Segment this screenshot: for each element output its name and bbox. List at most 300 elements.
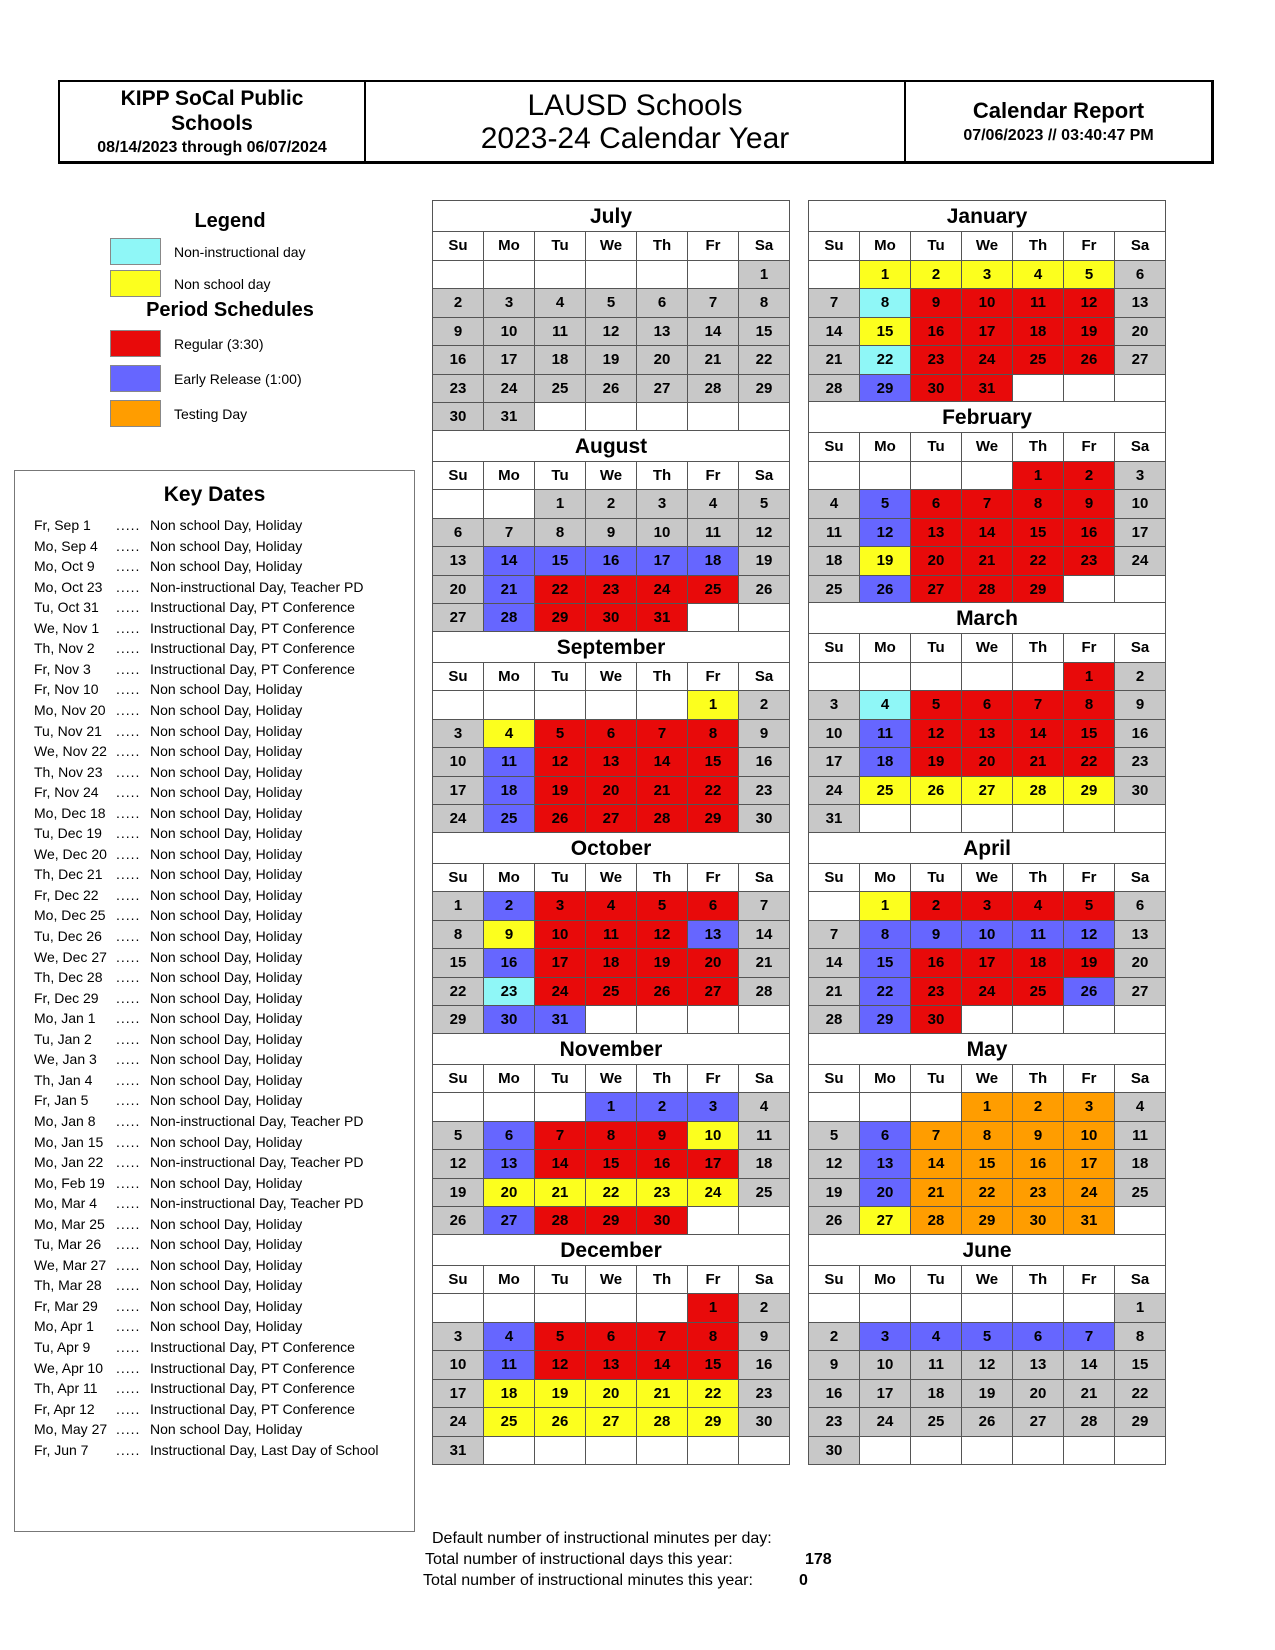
day-cell-early-release: 15 xyxy=(860,949,911,978)
key-date-dots: ..... xyxy=(116,1030,141,1047)
key-date-row xyxy=(15,1318,415,1339)
day-cell-early-release: 13 xyxy=(688,921,739,950)
day-cell-regular: 30 xyxy=(911,1006,962,1035)
key-date-row xyxy=(15,1051,415,1072)
day-cell-default: 22 xyxy=(1115,1380,1166,1409)
key-date-row xyxy=(15,1134,415,1155)
empty-cell xyxy=(1064,1294,1115,1323)
day-cell-early-release: 6 xyxy=(1013,1323,1064,1352)
day-cell-non-school: 5 xyxy=(1064,261,1115,290)
day-cell-default: 16 xyxy=(739,748,790,777)
key-date-date: Mo, Nov 20 xyxy=(34,701,106,718)
date-range: 08/14/2023 through 06/07/2024 xyxy=(97,139,327,156)
day-cell-regular: 18 xyxy=(1013,949,1064,978)
key-date-dots: ..... xyxy=(116,537,141,554)
weekday-header: Sa xyxy=(1115,864,1166,893)
key-date-dots: ..... xyxy=(116,804,141,821)
empty-cell xyxy=(1064,805,1115,834)
month-title: January xyxy=(808,200,1166,231)
month-grid xyxy=(432,863,790,1035)
key-date-description: Non school Day, Holiday xyxy=(150,537,303,554)
day-cell-default: 21 xyxy=(809,978,860,1007)
day-cell-early-release: 1 xyxy=(586,1093,637,1122)
day-cell-default: 26 xyxy=(739,576,790,605)
month-title: November xyxy=(432,1033,790,1064)
day-cell-default: 1 xyxy=(535,490,586,519)
key-date-date: Mo, Feb 19 xyxy=(34,1174,105,1191)
weekday-header: Fr xyxy=(688,1266,739,1295)
key-date-date: We, Mar 27 xyxy=(34,1256,107,1273)
key-date-dots: ..... xyxy=(116,701,141,718)
key-date-row xyxy=(15,907,415,928)
day-cell-testing: 29 xyxy=(962,1207,1013,1236)
instructional-minutes-value: 0 xyxy=(799,1572,808,1589)
empty-cell xyxy=(688,261,739,290)
empty-cell xyxy=(433,691,484,720)
day-cell-non-school: 29 xyxy=(688,1408,739,1437)
key-date-description: Non school Day, Holiday xyxy=(150,1051,303,1068)
month-grid xyxy=(432,1064,790,1236)
day-cell-regular: 19 xyxy=(1064,318,1115,347)
empty-cell xyxy=(860,805,911,834)
day-cell-default: 27 xyxy=(637,375,688,404)
month-calendar-october xyxy=(432,832,790,1035)
key-date-date: Mo, Mar 25 xyxy=(34,1215,105,1232)
key-date-description: Non school Day, Holiday xyxy=(150,1174,303,1191)
weekday-header: Tu xyxy=(535,663,586,692)
day-cell-default: 26 xyxy=(586,375,637,404)
key-date-date: Mo, Dec 18 xyxy=(34,804,106,821)
day-cell-non-school: 1 xyxy=(688,691,739,720)
day-cell-regular: 11 xyxy=(586,921,637,950)
day-cell-default: 23 xyxy=(739,777,790,806)
day-cell-early-release: 31 xyxy=(535,1006,586,1035)
day-cell-default: 25 xyxy=(911,1408,962,1437)
day-cell-testing: 23 xyxy=(1013,1179,1064,1208)
weekday-header: Th xyxy=(637,663,688,692)
key-date-dots: ..... xyxy=(116,743,141,760)
school-name-line2: Schools xyxy=(171,112,253,135)
empty-cell xyxy=(535,261,586,290)
day-cell-default: 27 xyxy=(433,604,484,633)
day-cell-default: 8 xyxy=(433,921,484,950)
instructional-minutes-line xyxy=(380,1570,880,1591)
weekday-header: Th xyxy=(1013,232,1064,261)
weekday-header: We xyxy=(586,864,637,893)
day-cell-default: 23 xyxy=(739,1380,790,1409)
empty-cell xyxy=(535,691,586,720)
weekday-header: Tu xyxy=(911,864,962,893)
title-line1: LAUSD Schools xyxy=(527,88,743,122)
key-date-date: Th, Dec 28 xyxy=(34,969,103,986)
empty-cell xyxy=(433,490,484,519)
key-date-row xyxy=(15,1380,415,1401)
day-cell-regular: 23 xyxy=(911,978,962,1007)
day-cell-default: 6 xyxy=(1115,261,1166,290)
day-cell-default: 28 xyxy=(1064,1408,1115,1437)
key-date-description: Instructional Day, PT Conference xyxy=(150,1400,355,1417)
day-cell-non-school: 26 xyxy=(535,1408,586,1437)
day-cell-early-release: 3 xyxy=(688,1093,739,1122)
empty-cell xyxy=(962,462,1013,491)
calendar-title xyxy=(366,82,906,161)
day-cell-default: 11 xyxy=(739,1122,790,1151)
weekday-header: Tu xyxy=(535,462,586,491)
key-date-date: We, Nov 22 xyxy=(34,743,107,760)
day-cell-default: 4 xyxy=(688,490,739,519)
day-cell-default: 10 xyxy=(860,1351,911,1380)
day-cell-early-release: 12 xyxy=(860,519,911,548)
legend-label-regular: Regular (3:30) xyxy=(174,336,264,352)
day-cell-early-release: 14 xyxy=(484,547,535,576)
day-cell-early-release: 4 xyxy=(484,1323,535,1352)
day-cell-default: 9 xyxy=(433,318,484,347)
day-cell-non-school: 26 xyxy=(911,777,962,806)
empty-cell xyxy=(586,403,637,432)
day-cell-regular: 27 xyxy=(911,576,962,605)
key-date-row xyxy=(15,1401,415,1422)
day-cell-testing: 16 xyxy=(1013,1150,1064,1179)
day-cell-non-school: 1 xyxy=(860,892,911,921)
month-grid xyxy=(808,633,1166,834)
day-cell-regular: 26 xyxy=(637,978,688,1007)
day-cell-testing: 3 xyxy=(1064,1093,1115,1122)
day-cell-regular: 25 xyxy=(1013,978,1064,1007)
key-dates-title: Key Dates xyxy=(163,483,266,506)
day-cell-regular: 5 xyxy=(535,720,586,749)
day-cell-early-release: 12 xyxy=(1064,921,1115,950)
weekday-header: Fr xyxy=(688,232,739,261)
month-title: September xyxy=(432,631,790,662)
day-cell-regular: 16 xyxy=(911,318,962,347)
day-cell-early-release: 16 xyxy=(586,547,637,576)
day-cell-regular: 8 xyxy=(1064,691,1115,720)
day-cell-default: 13 xyxy=(1115,921,1166,950)
key-date-row xyxy=(15,1360,415,1381)
empty-cell xyxy=(484,1093,535,1122)
weekday-header: We xyxy=(586,663,637,692)
day-cell-default: 25 xyxy=(1115,1179,1166,1208)
day-cell-testing: 28 xyxy=(911,1207,962,1236)
day-cell-early-release: 11 xyxy=(484,748,535,777)
school-name-line1: KIPP SoCal Public xyxy=(120,87,304,110)
key-date-dots: ..... xyxy=(116,1133,141,1150)
empty-cell xyxy=(484,490,535,519)
key-date-dots: ..... xyxy=(116,784,141,801)
weekday-header: Sa xyxy=(739,663,790,692)
weekday-header: Mo xyxy=(484,462,535,491)
day-cell-regular: 19 xyxy=(1064,949,1115,978)
key-date-row xyxy=(15,1092,415,1113)
day-cell-default: 21 xyxy=(688,346,739,375)
weekday-header: Th xyxy=(637,1065,688,1094)
day-cell-early-release: 11 xyxy=(860,720,911,749)
day-cell-default: 13 xyxy=(433,547,484,576)
empty-cell xyxy=(1013,1294,1064,1323)
key-date-row xyxy=(15,702,415,723)
month-title: December xyxy=(432,1234,790,1265)
empty-cell xyxy=(860,663,911,692)
key-date-row xyxy=(15,1442,415,1463)
key-date-date: Mo, Mar 4 xyxy=(34,1195,98,1212)
weekday-header: Tu xyxy=(911,433,962,462)
empty-cell xyxy=(637,261,688,290)
day-cell-default: 25 xyxy=(739,1179,790,1208)
day-cell-default: 1 xyxy=(739,261,790,290)
key-date-description: Non school Day, Holiday xyxy=(150,1071,303,1088)
key-date-row xyxy=(15,1154,415,1175)
key-date-row xyxy=(15,1257,415,1278)
day-cell-non-school: 28 xyxy=(1013,777,1064,806)
day-cell-default: 28 xyxy=(739,978,790,1007)
day-cell-regular: 29 xyxy=(1013,576,1064,605)
day-cell-regular: 19 xyxy=(637,949,688,978)
day-cell-default: 30 xyxy=(1115,777,1166,806)
day-cell-default: 24 xyxy=(433,805,484,834)
key-date-dots: ..... xyxy=(116,866,141,883)
key-date-description: Instructional Day, PT Conference xyxy=(150,640,355,657)
empty-cell xyxy=(1013,375,1064,404)
day-cell-default: 16 xyxy=(433,346,484,375)
day-cell-default: 18 xyxy=(911,1380,962,1409)
empty-cell xyxy=(586,261,637,290)
key-date-row xyxy=(15,599,415,620)
day-cell-regular: 1 xyxy=(688,1294,739,1323)
weekday-header: Th xyxy=(1013,433,1064,462)
day-cell-early-release: 16 xyxy=(484,949,535,978)
day-cell-default: 6 xyxy=(433,519,484,548)
key-date-dots: ..... xyxy=(116,1051,141,1068)
key-date-dots: ..... xyxy=(116,948,141,965)
key-date-description: Non-instructional Day, Teacher PD xyxy=(150,578,364,595)
key-date-row xyxy=(15,723,415,744)
day-cell-early-release: 9 xyxy=(911,921,962,950)
day-cell-early-release: 18 xyxy=(688,547,739,576)
key-date-description: Non school Day, Holiday xyxy=(150,1215,303,1232)
day-cell-default: 24 xyxy=(1115,547,1166,576)
key-date-date: Fr, Nov 10 xyxy=(34,681,99,698)
weekday-header: Mo xyxy=(484,1065,535,1094)
day-cell-default: 12 xyxy=(809,1150,860,1179)
month-calendar-december xyxy=(432,1234,790,1466)
instructional-days-value: 178 xyxy=(805,1551,832,1568)
day-cell-early-release: 22 xyxy=(860,978,911,1007)
day-cell-default: 15 xyxy=(433,949,484,978)
day-cell-regular: 6 xyxy=(962,691,1013,720)
day-cell-non-instructional: 23 xyxy=(484,978,535,1007)
day-cell-default: 26 xyxy=(962,1408,1013,1437)
day-cell-default: 19 xyxy=(739,547,790,576)
day-cell-non-school: 20 xyxy=(586,1380,637,1409)
day-cell-regular: 13 xyxy=(962,720,1013,749)
day-cell-default: 31 xyxy=(809,805,860,834)
key-date-row xyxy=(15,640,415,661)
weekday-header: Sa xyxy=(1115,1065,1166,1094)
empty-cell xyxy=(809,462,860,491)
key-date-dots: ..... xyxy=(116,1400,141,1417)
day-cell-regular: 12 xyxy=(535,748,586,777)
day-cell-default: 20 xyxy=(1115,318,1166,347)
day-cell-regular: 15 xyxy=(586,1150,637,1179)
key-date-description: Non school Day, Holiday xyxy=(150,681,303,698)
day-cell-default: 31 xyxy=(484,403,535,432)
key-date-row xyxy=(15,681,415,702)
weekday-header: Mo xyxy=(484,864,535,893)
day-cell-regular: 24 xyxy=(535,978,586,1007)
totals-footer xyxy=(380,1528,880,1591)
day-cell-default: 17 xyxy=(433,777,484,806)
key-date-date: Th, Apr 11 xyxy=(34,1380,98,1397)
day-cell-default: 19 xyxy=(809,1179,860,1208)
weekday-header: Mo xyxy=(860,433,911,462)
day-cell-default: 25 xyxy=(535,375,586,404)
key-date-date: Fr, Dec 29 xyxy=(34,989,99,1006)
day-cell-regular: 21 xyxy=(1013,748,1064,777)
empty-cell xyxy=(1115,576,1166,605)
day-cell-regular: 24 xyxy=(637,576,688,605)
key-date-description: Non school Day, Holiday xyxy=(150,969,303,986)
empty-cell xyxy=(860,1093,911,1122)
day-cell-regular: 17 xyxy=(962,949,1013,978)
minutes-per-day-line xyxy=(380,1528,880,1549)
weekday-header: Fr xyxy=(688,462,739,491)
day-cell-non-school: 18 xyxy=(484,1380,535,1409)
day-cell-default: 31 xyxy=(433,1437,484,1466)
empty-cell xyxy=(535,1093,586,1122)
report-header xyxy=(58,80,1214,164)
day-cell-non-school: 25 xyxy=(484,1408,535,1437)
key-date-dots: ..... xyxy=(116,1277,141,1294)
day-cell-regular: 8 xyxy=(1013,490,1064,519)
key-date-date: Tu, Nov 21 xyxy=(34,722,102,739)
empty-cell xyxy=(637,1294,688,1323)
empty-cell xyxy=(637,403,688,432)
month-grid xyxy=(808,1064,1166,1236)
day-cell-default: 18 xyxy=(535,346,586,375)
day-cell-default: 5 xyxy=(809,1122,860,1151)
month-grid xyxy=(808,231,1166,403)
day-cell-default: 3 xyxy=(1115,462,1166,491)
report-title: Calendar Report xyxy=(972,98,1145,123)
day-cell-regular: 6 xyxy=(586,1323,637,1352)
day-cell-early-release: 13 xyxy=(484,1150,535,1179)
day-cell-default: 25 xyxy=(809,576,860,605)
day-cell-default: 10 xyxy=(1115,490,1166,519)
instructional-minutes-label: Total number of instructional minutes this year: xyxy=(423,1572,753,1589)
day-cell-non-school: 19 xyxy=(860,547,911,576)
day-cell-early-release: 27 xyxy=(484,1207,535,1236)
key-date-date: We, Dec 20 xyxy=(34,845,107,862)
day-cell-default: 7 xyxy=(809,289,860,318)
weekday-header: Su xyxy=(809,864,860,893)
weekday-header: Tu xyxy=(911,1065,962,1094)
day-cell-default: 18 xyxy=(809,547,860,576)
empty-cell xyxy=(1115,1437,1166,1466)
key-date-row xyxy=(15,825,415,846)
key-date-dots: ..... xyxy=(116,660,141,677)
day-cell-default: 13 xyxy=(1115,289,1166,318)
day-cell-default: 10 xyxy=(484,318,535,347)
day-cell-early-release: 6 xyxy=(860,1122,911,1151)
day-cell-default: 7 xyxy=(809,921,860,950)
day-cell-early-release: 30 xyxy=(484,1006,535,1035)
day-cell-default: 24 xyxy=(860,1408,911,1437)
key-date-dots: ..... xyxy=(116,886,141,903)
day-cell-regular: 5 xyxy=(1064,892,1115,921)
weekday-header: Su xyxy=(809,634,860,663)
day-cell-default: 20 xyxy=(637,346,688,375)
day-cell-default: 20 xyxy=(433,576,484,605)
day-cell-non-school: 4 xyxy=(1013,261,1064,290)
day-cell-non-school: 15 xyxy=(860,318,911,347)
empty-cell xyxy=(586,1294,637,1323)
day-cell-default: 20 xyxy=(1115,949,1166,978)
key-date-dots: ..... xyxy=(116,1215,141,1232)
day-cell-default: 24 xyxy=(433,1408,484,1437)
empty-cell xyxy=(1115,1006,1166,1035)
key-date-description: Non-instructional Day, Teacher PD xyxy=(150,1154,364,1171)
day-cell-default: 7 xyxy=(688,289,739,318)
weekday-header: Tu xyxy=(535,864,586,893)
key-dates-panel xyxy=(14,470,415,1532)
empty-cell xyxy=(484,1294,535,1323)
day-cell-regular: 30 xyxy=(911,375,962,404)
month-title: April xyxy=(808,832,1166,863)
day-cell-early-release: 21 xyxy=(484,576,535,605)
key-date-date: Fr, Mar 29 xyxy=(34,1297,98,1314)
key-date-date: Mo, Dec 25 xyxy=(34,907,106,924)
day-cell-default: 12 xyxy=(962,1351,1013,1380)
day-cell-regular: 6 xyxy=(688,892,739,921)
day-cell-regular: 23 xyxy=(911,346,962,375)
weekday-header: Tu xyxy=(535,1266,586,1295)
key-date-date: Tu, Oct 31 xyxy=(34,599,99,616)
day-cell-default: 11 xyxy=(688,519,739,548)
day-cell-early-release: 2 xyxy=(637,1093,688,1122)
empty-cell xyxy=(484,691,535,720)
empty-cell xyxy=(809,892,860,921)
day-cell-testing: 14 xyxy=(911,1150,962,1179)
key-date-date: Th, Jan 4 xyxy=(34,1071,93,1088)
key-date-row xyxy=(15,1236,415,1257)
empty-cell xyxy=(1115,375,1166,404)
empty-cell xyxy=(809,663,860,692)
day-cell-default: 20 xyxy=(1013,1380,1064,1409)
day-cell-regular: 20 xyxy=(962,748,1013,777)
day-cell-default: 19 xyxy=(586,346,637,375)
day-cell-non-school: 29 xyxy=(1064,777,1115,806)
day-cell-non-school: 25 xyxy=(860,777,911,806)
key-date-row xyxy=(15,846,415,867)
key-date-date: Fr, Dec 22 xyxy=(34,886,99,903)
day-cell-default: 29 xyxy=(1115,1408,1166,1437)
weekday-header: Fr xyxy=(1064,232,1115,261)
empty-cell xyxy=(911,1294,962,1323)
weekday-header: We xyxy=(586,232,637,261)
day-cell-early-release: 11 xyxy=(484,1351,535,1380)
empty-cell xyxy=(1013,1006,1064,1035)
day-cell-regular: 23 xyxy=(1064,547,1115,576)
day-cell-default: 30 xyxy=(739,1408,790,1437)
day-cell-regular: 30 xyxy=(637,1207,688,1236)
day-cell-default: 12 xyxy=(586,318,637,347)
day-cell-default: 21 xyxy=(739,949,790,978)
key-date-description: Non school Day, Holiday xyxy=(150,517,303,533)
day-cell-early-release: 5 xyxy=(962,1323,1013,1352)
school-info xyxy=(60,82,366,161)
day-cell-default: 18 xyxy=(739,1150,790,1179)
day-cell-early-release: 7 xyxy=(1064,1323,1115,1352)
